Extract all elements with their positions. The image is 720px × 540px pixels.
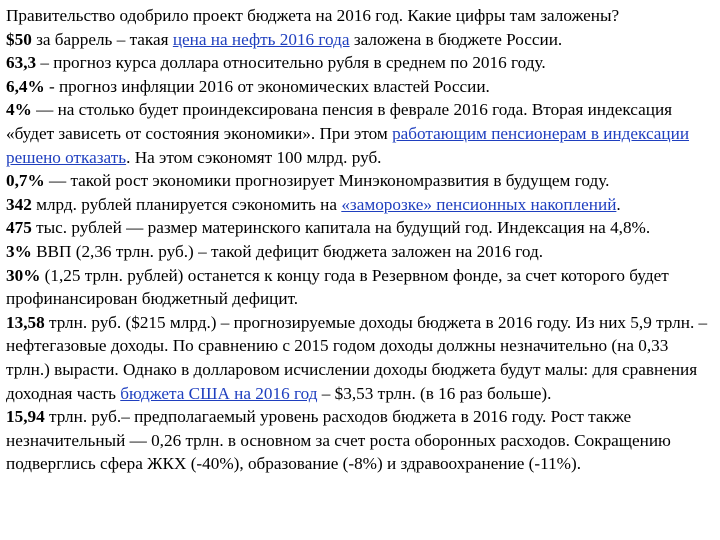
list-item [6,216,714,240]
figure-value: 0,7% [6,171,45,191]
figure-value: 4% [6,100,32,120]
item-text: заложена в бюджете России. [349,29,563,49]
item-text: за баррель – такая [31,29,173,49]
list-item [6,75,714,99]
oil-price-link[interactable]: цена на нефть 2016 года [172,29,350,49]
pension-freeze-link[interactable]: «заморозке» пенсионных накоплений [341,194,617,214]
list-item [6,169,714,193]
intro-line: Правительство одобрило проект бюджета на 2016 год. Какие цифры там заложены? [6,6,620,25]
figure-value: 63,3 [6,53,37,73]
list-item [6,193,714,217]
list-item [6,51,714,75]
us-budget-link[interactable]: бюджета США на 2016 год [120,383,318,403]
list-item [6,240,714,264]
item-text: (1,25 трлн. рублей) останется к концу года в Резервном фонде, за счет которого будет профинансирован бюджетный дефицит. [6,265,669,309]
list-item [6,405,714,476]
item-text: – $3,53 трлн. (в 16 раз больше). [317,383,552,403]
figure-value: $50 [6,29,32,49]
item-text: млрд. рублей планируется сэкономить на [31,194,342,214]
item-text: — такой рост экономики прогнозирует Минэкономразвития в будущем году. [44,171,610,191]
item-text: . [616,194,621,214]
figure-value: 15,94 [6,407,45,427]
item-text: – прогноз курса доллара относительно рубля в среднем по 2016 году. [36,53,546,73]
item-text: трлн. руб.– предполагаемый уровень расходов бюджета в 2016 году. Рост также незначительный — 0,26 трлн. в основном за счет роста оборонных расходов. Сокращению подверглись сфера ЖКХ (-40%), образование (-8%) и здравоохранение (-11%). [6,407,671,474]
item-text: . На этом сэкономят 100 млрд. руб. [126,147,382,167]
figure-value: 475 [6,218,32,238]
list-item [6,98,714,169]
working-pensioners-link[interactable]: работающим пенсионерам в индексации решено отказать [6,123,690,167]
list-item [6,264,714,311]
item-text: ВВП (2,36 трлн. руб.) – такой дефицит бюджета заложен на 2016 год. [31,241,544,261]
item-text: тыс. рублей — размер материнского капитала на будущий год. Индексация на 4,8%. [31,218,651,238]
figure-value: 30% [6,265,41,285]
list-item [6,28,714,52]
figure-value: 13,58 [6,312,45,332]
item-text: трлн. руб. ($215 млрд.) – прогнозируемые доходы бюджета в 2016 году. Из них 5,9 трлн. – нефтегазовые доходы. По сравнению с 2015 годом доходы должны незначительно (на 0,33 трлн.) вырасти. Однако в долларовом исчислении доходы бюджета будут малы: для сравнения доходная часть [6,312,708,403]
list-item [6,311,714,405]
article [6,4,714,476]
item-text: — на столько будет проиндексирована пенсия в феврале 2016 года. Вторая индексация «будет зависеть от состояния экономики». При этом [6,100,673,143]
figure-value: 6,4% [6,76,45,96]
item-text: - прогноз инфляции 2016 от экономических властей России. [44,76,490,96]
figure-value: 342 [6,194,32,214]
figure-value: 3% [6,241,32,261]
